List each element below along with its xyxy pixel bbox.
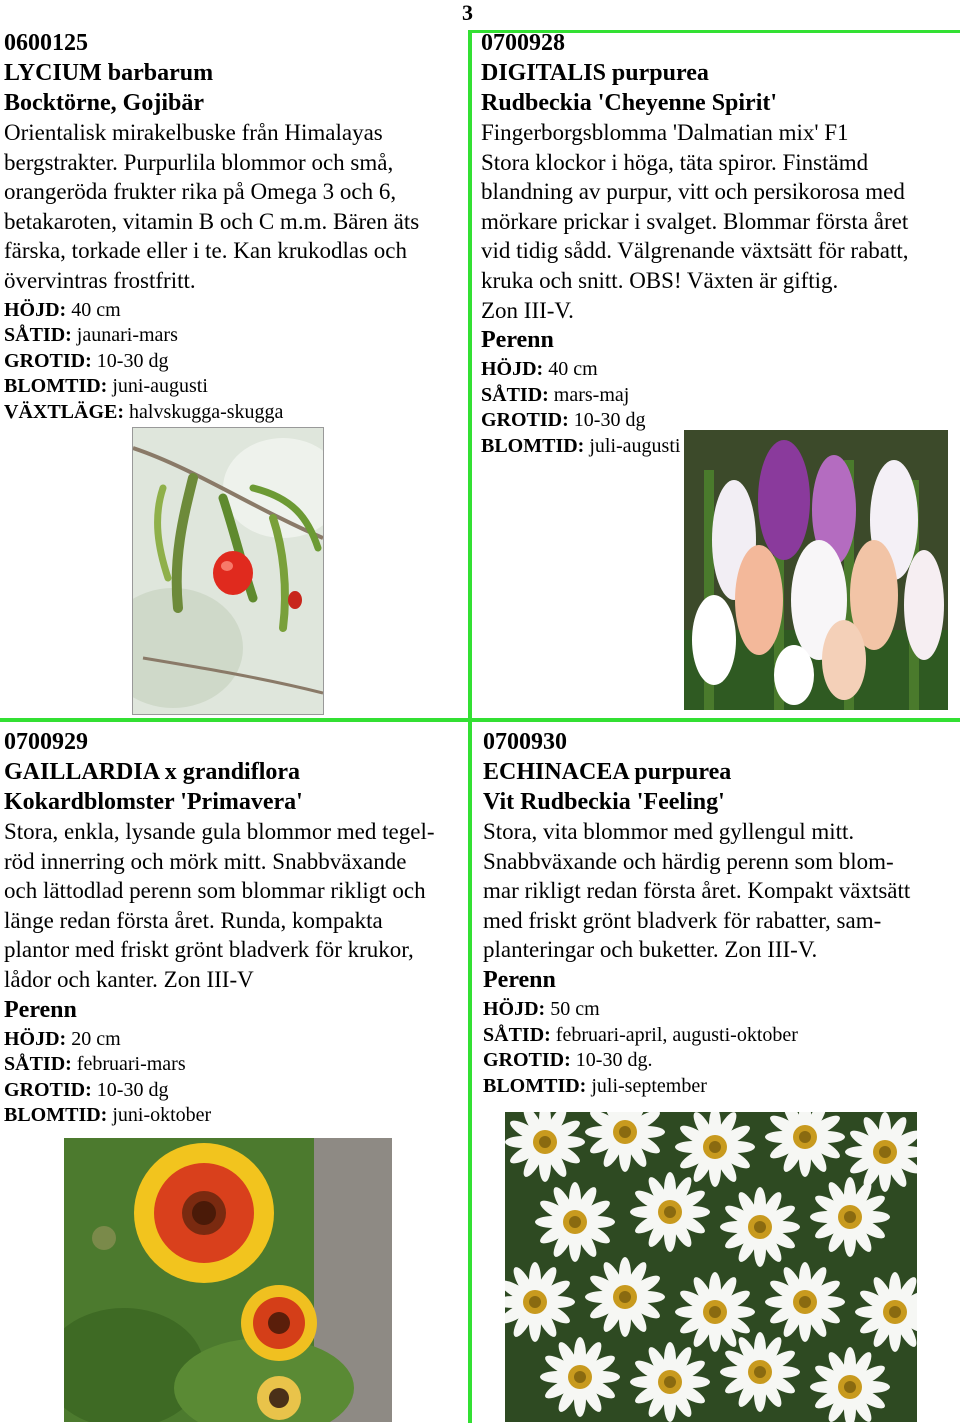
description-line: och lättodlad perenn som blommar rikligt och [4, 878, 426, 904]
description [4, 118, 462, 296]
description-line: Snabbväxande och härdig perenn som blom- [483, 848, 894, 874]
description-line: Orientalisk mirakelbuske från Himalayas [4, 120, 383, 145]
latin-name: LYCIUM barbarum [4, 60, 214, 86]
fact-germination: GROTID: 10-30 dg. [483, 1049, 653, 1072]
page-number: 3 [462, 0, 473, 25]
facts-list [4, 298, 462, 426]
product-code: 0700928 [481, 30, 565, 56]
description [483, 817, 953, 965]
vertical-divider [468, 30, 472, 1423]
description-line: lådor och kanter. Zon III-V [4, 966, 254, 992]
product-entry-gaillardia [4, 727, 462, 1129]
fact-germination: GROTID: 10-30 dg [4, 1078, 169, 1101]
facts-list [483, 997, 953, 1099]
product-entry-digitalis [481, 28, 951, 460]
description-line: kruka och snitt. OBS! Växten är giftig. [481, 267, 839, 293]
common-name: Vit Rudbeckia 'Feeling' [483, 789, 725, 815]
description-line: orangeröda frukter rika på Omega 3 och 6, [4, 179, 397, 205]
description-line: blandning av purpur, vitt och persikorosa med [481, 179, 905, 205]
fact-germination: GROTID: 10-30 dg [4, 349, 169, 372]
description-line: bergstrakter. Purpurlila blommor och små, [4, 149, 394, 175]
fact-germination: GROTID: 10-30 dg [481, 409, 646, 432]
description-line: betakaroten, vitamin B och C m.m. Bären äts [4, 208, 420, 234]
description-line: med friskt grönt bladverk för rabatter, sam- [483, 907, 882, 933]
fact-bloom: BLOMTID: juli-augusti [481, 434, 681, 457]
fact-bloom: BLOMTID: juli-september [483, 1074, 707, 1097]
description-line: övervintras frostfritt. [4, 267, 196, 293]
gaillardia-photo [64, 1138, 392, 1422]
latin-name: ECHINACEA purpurea [483, 759, 732, 785]
description-line: Zon III-V. [481, 297, 574, 323]
description-line: mörkare prickar i svalget. Blommar första året [481, 208, 909, 234]
description-line: Fingerborgsblomma 'Dalmatian mix' F1 [481, 120, 849, 145]
perennial-label: Perenn [483, 966, 556, 993]
description-line: mar rikligt redan första året. Kompakt växtsätt [483, 878, 911, 904]
description-line: färska, torkade eller i te. Kan krukodlas och [4, 238, 407, 264]
fact-location: VÄXTLÄGE: halvskugga-skugga [4, 400, 284, 423]
description-line: plantor med friskt grönt bladverk för krukor, [4, 937, 414, 963]
fact-height: HÖJD: 20 cm [4, 1027, 121, 1050]
description-line: länge redan första året. Runda, kompakta [4, 907, 383, 933]
description-line: Stora klockor i höga, täta spiror. Finstämd [481, 149, 869, 175]
description [4, 817, 462, 995]
fact-bloom: BLOMTID: juni-oktober [4, 1104, 212, 1127]
fact-sowing: SÅTID: jaunari-mars [4, 324, 178, 347]
description-line: röd innerring och mörk mitt. Snabbväxande [4, 848, 407, 874]
perennial-label: Perenn [481, 327, 554, 354]
fact-bloom: BLOMTID: juni-augusti [4, 375, 208, 398]
perennial-label: Perenn [4, 996, 77, 1023]
fact-sowing: SÅTID: februari-mars [4, 1053, 186, 1076]
description-line: Stora, enkla, lysande gula blommor med tegel- [4, 819, 435, 844]
description-line: vid tidig sådd. Välgrenande växtsätt för rabatt, [481, 238, 909, 264]
fact-sowing: SÅTID: mars-maj [481, 383, 630, 406]
latin-name: GAILLARDIA x grandiflora [4, 759, 301, 785]
common-name: Rudbeckia 'Cheyenne Spirit' [481, 90, 778, 116]
common-name: Bocktörne, Gojibär [4, 90, 204, 116]
goji-berry-photo [132, 427, 324, 715]
description-line: Stora, vita blommor med gyllengul mitt. [483, 819, 855, 844]
product-entry-echinacea [483, 727, 953, 1099]
horizontal-divider [0, 718, 960, 722]
description-line: planteringar och buketter. Zon III-V. [483, 937, 818, 963]
fact-sowing: SÅTID: februari-april, augusti-oktober [483, 1023, 798, 1046]
facts-list [4, 1027, 462, 1129]
fact-height: HÖJD: 40 cm [481, 358, 598, 381]
product-entry-lycium [4, 28, 462, 426]
product-code: 0700930 [483, 729, 567, 755]
product-code: 0700929 [4, 729, 88, 755]
latin-name: DIGITALIS purpurea [481, 60, 709, 86]
common-name: Kokardblomster 'Primavera' [4, 789, 303, 815]
product-code: 0600125 [4, 30, 88, 56]
fact-height: HÖJD: 50 cm [483, 997, 600, 1020]
echinacea-photo [505, 1112, 917, 1422]
foxglove-photo [684, 430, 948, 710]
fact-height: HÖJD: 40 cm [4, 298, 121, 321]
description [481, 118, 951, 325]
